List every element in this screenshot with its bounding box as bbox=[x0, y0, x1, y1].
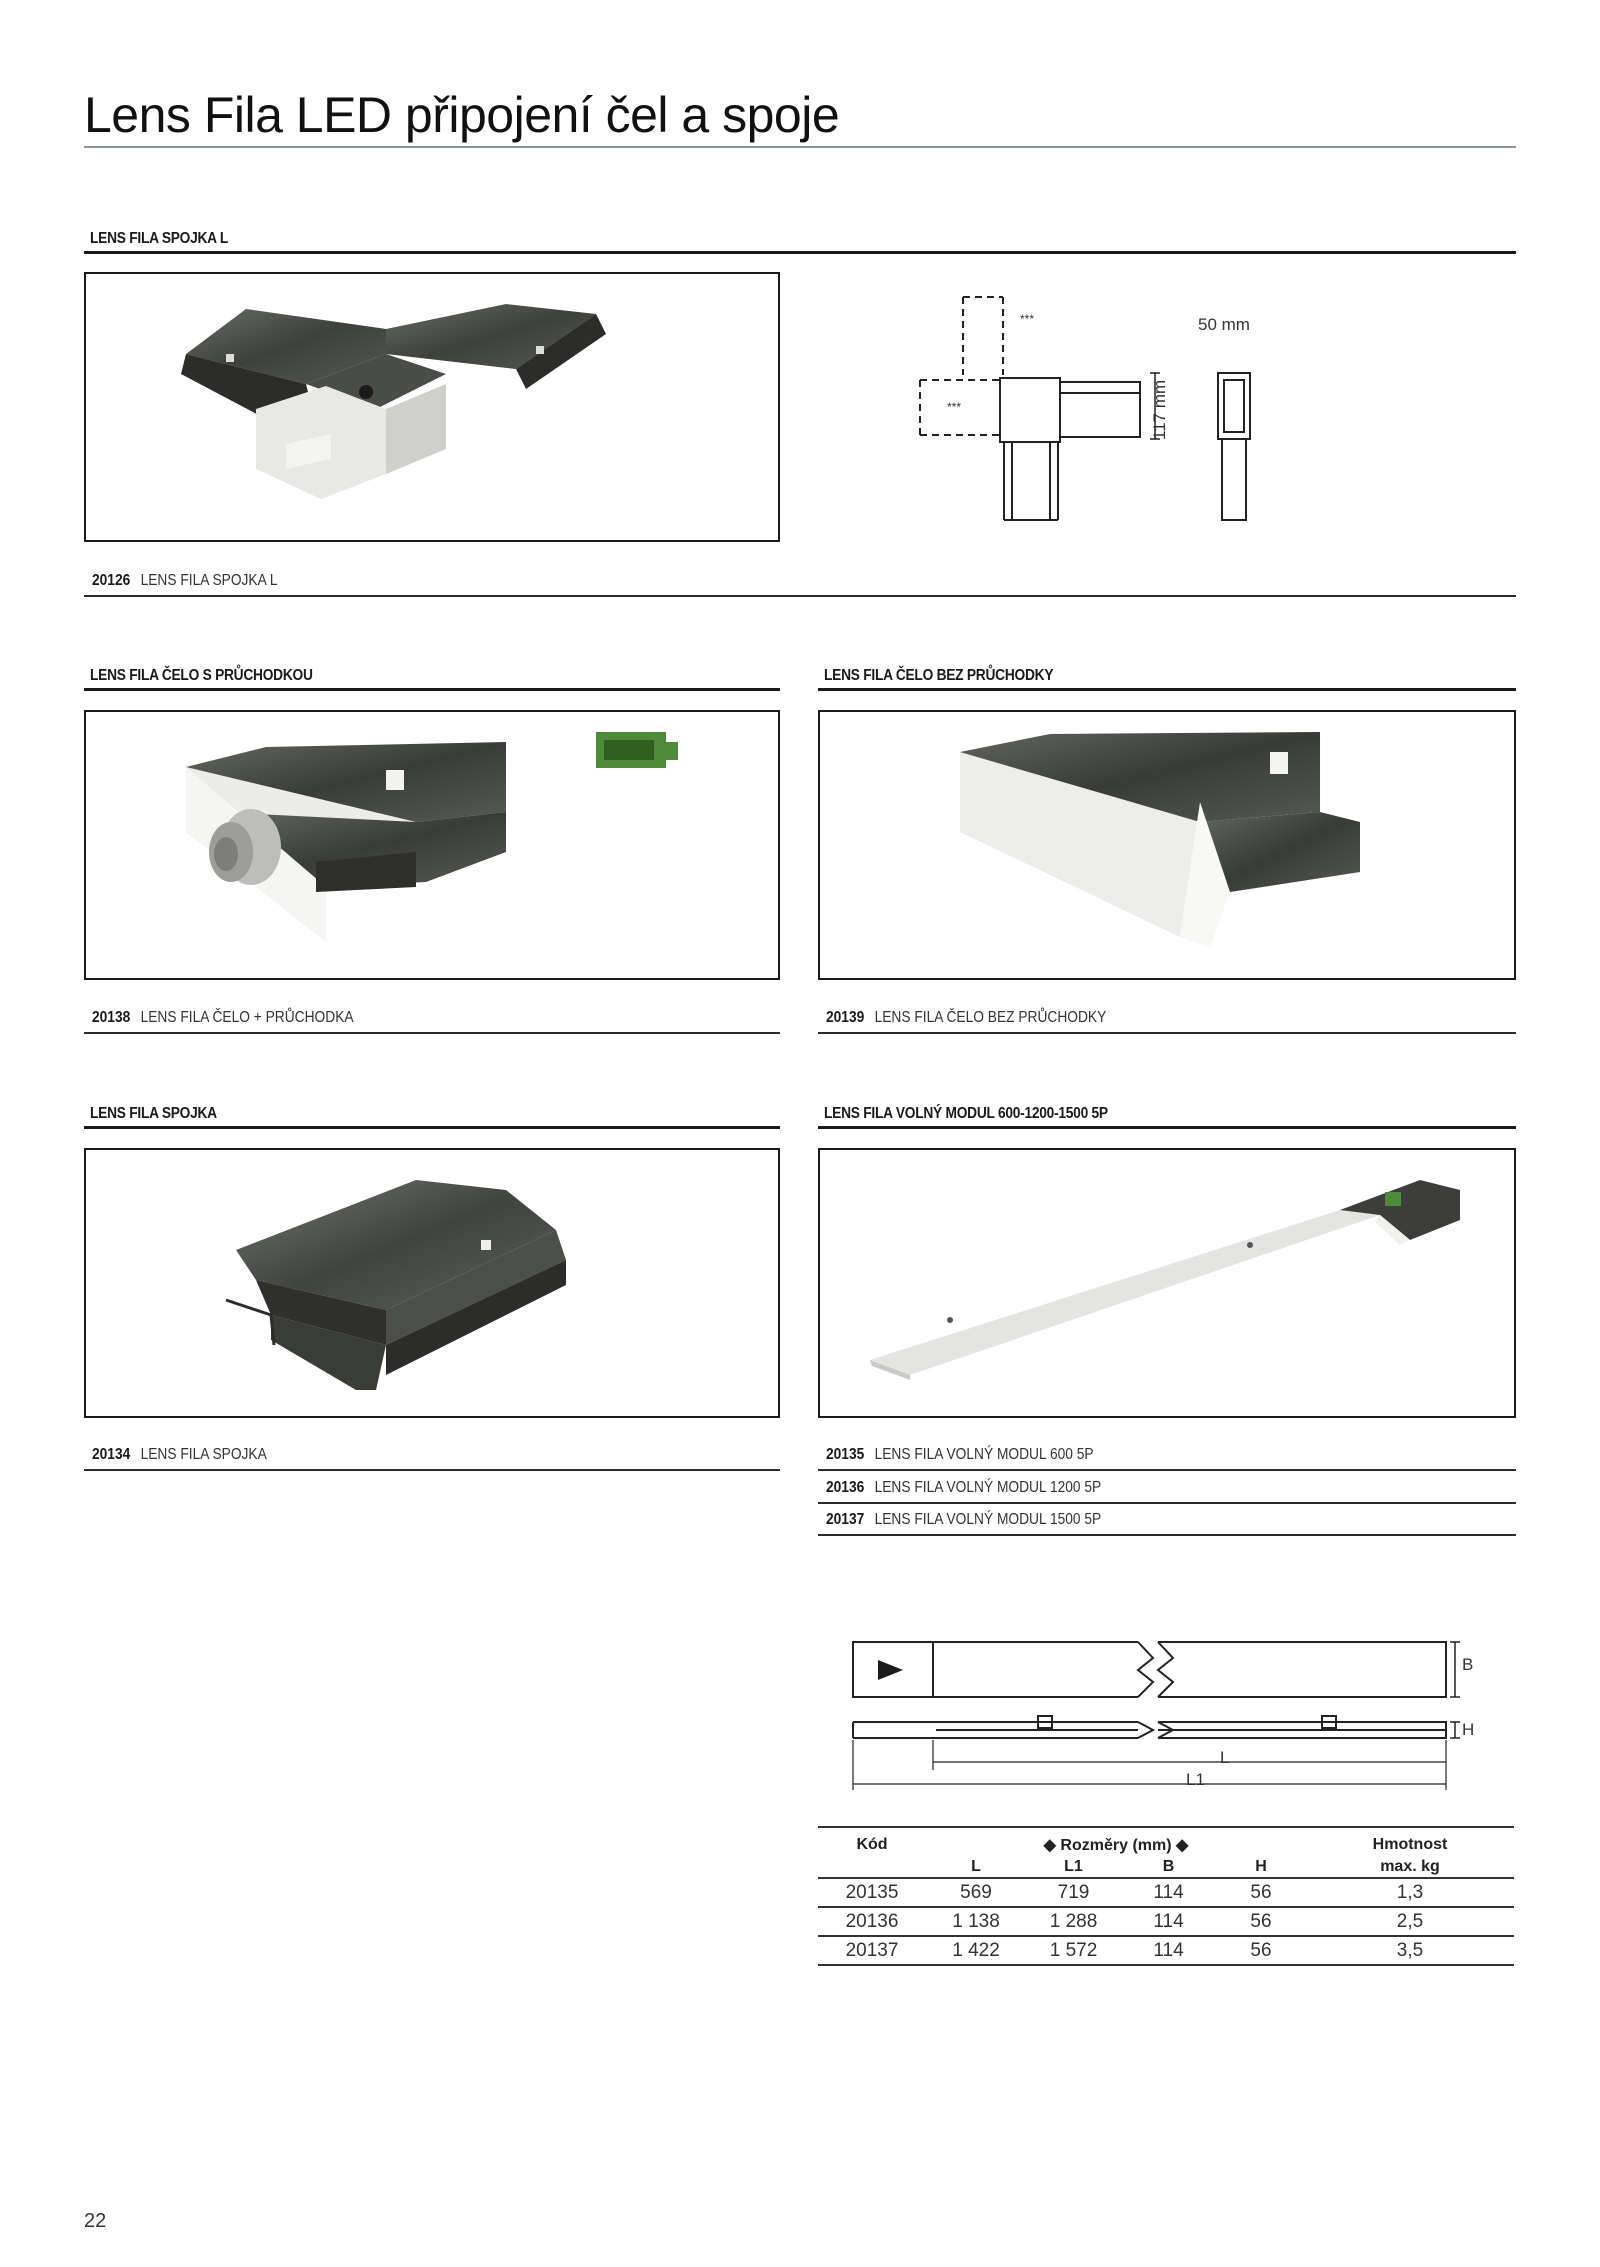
code-line-20139 bbox=[826, 1009, 1106, 1027]
header-L: L bbox=[971, 1857, 981, 1875]
code-rule bbox=[818, 1469, 1516, 1471]
section-rule bbox=[84, 688, 780, 691]
product-desc: LENS FILA ČELO + PRŮCHODKA bbox=[140, 1009, 354, 1026]
spojka-illustration bbox=[86, 1150, 778, 1416]
table-row bbox=[818, 1907, 1514, 1936]
label-B: B bbox=[1462, 1655, 1474, 1674]
table-header-row-2 bbox=[818, 1856, 1514, 1878]
product-desc: LENS FILA SPOJKA bbox=[140, 1446, 267, 1463]
product-code: 20137 bbox=[826, 1511, 865, 1528]
header-dims: ◆ Rozměry (mm) ◆ bbox=[1043, 1837, 1189, 1854]
cell-L1: 719 bbox=[1026, 1878, 1121, 1907]
code-rule bbox=[84, 1032, 780, 1034]
product-photo-spojka-l bbox=[84, 272, 780, 542]
section-rule bbox=[818, 688, 1516, 691]
cell-B: 114 bbox=[1121, 1936, 1216, 1965]
cell-L: 1 138 bbox=[926, 1907, 1026, 1936]
section-rule bbox=[84, 1126, 780, 1129]
product-code: 20139 bbox=[826, 1009, 865, 1026]
code-rule bbox=[818, 1534, 1516, 1536]
section-rule bbox=[818, 1126, 1516, 1129]
product-desc: LENS FILA SPOJKA L bbox=[140, 572, 278, 589]
cell-B: 114 bbox=[1121, 1907, 1216, 1936]
product-desc: LENS FILA VOLNÝ MODUL 1500 5P bbox=[874, 1511, 1102, 1528]
product-code: 20126 bbox=[92, 572, 131, 589]
section-heading-celo-bez: LENS FILA ČELO BEZ PRŮCHODKY bbox=[824, 667, 1054, 684]
cell-kg: 3,5 bbox=[1306, 1936, 1514, 1965]
cell-L: 569 bbox=[926, 1878, 1026, 1907]
width-50mm-label: 50 mm bbox=[1198, 315, 1250, 334]
table-header-row-1 bbox=[818, 1834, 1514, 1856]
cell-L: 1 422 bbox=[926, 1936, 1026, 1965]
cell-H: 56 bbox=[1216, 1907, 1306, 1936]
page-title: Lens Fila LED připojení čel a spoje bbox=[84, 87, 840, 143]
code-line-20136 bbox=[826, 1479, 1101, 1497]
code-line-20134 bbox=[92, 1446, 267, 1464]
stars-left-label: *** bbox=[947, 400, 962, 414]
celo-bez-illustration bbox=[820, 712, 1514, 978]
code-line-20137 bbox=[826, 1511, 1101, 1529]
cell-kg: 1,3 bbox=[1306, 1878, 1514, 1907]
product-desc: LENS FILA VOLNÝ MODUL 1200 5P bbox=[874, 1479, 1102, 1496]
cell-L1: 1 572 bbox=[1026, 1936, 1121, 1965]
module-dimension-drawing bbox=[848, 1630, 1468, 1810]
code-line-20138 bbox=[92, 1009, 354, 1027]
volny-modul-illustration bbox=[820, 1150, 1514, 1416]
table-top-rule bbox=[818, 1826, 1514, 1828]
cell-H: 56 bbox=[1216, 1878, 1306, 1907]
spec-table bbox=[818, 1834, 1514, 1966]
product-photo-volny bbox=[818, 1148, 1516, 1418]
product-photo-celo-s bbox=[84, 710, 780, 980]
product-photo-celo-bez bbox=[818, 710, 1516, 980]
section-heading-celo-s: LENS FILA ČELO S PRŮCHODKOU bbox=[90, 667, 313, 684]
cell-kg: 2,5 bbox=[1306, 1907, 1514, 1936]
table-row bbox=[818, 1878, 1514, 1907]
cell-code: 20136 bbox=[818, 1907, 926, 1936]
code-line-20135 bbox=[826, 1446, 1094, 1464]
section-heading-volny: LENS FILA VOLNÝ MODUL 600-1200-1500 5P bbox=[824, 1105, 1108, 1122]
cell-B: 114 bbox=[1121, 1878, 1216, 1907]
header-H: H bbox=[1255, 1857, 1267, 1875]
product-desc: LENS FILA VOLNÝ MODUL 600 5P bbox=[874, 1446, 1094, 1463]
section-heading-spojka: LENS FILA SPOJKA bbox=[90, 1105, 217, 1122]
cell-H: 56 bbox=[1216, 1936, 1306, 1965]
code-line-20126 bbox=[92, 572, 277, 590]
cell-code: 20137 bbox=[818, 1936, 926, 1965]
height-117mm-label: 117 mm bbox=[1150, 379, 1169, 440]
celo-s-illustration bbox=[86, 712, 778, 978]
label-L: L bbox=[1220, 1748, 1230, 1767]
stars-top-label: *** bbox=[1020, 312, 1035, 326]
cell-code: 20135 bbox=[818, 1878, 926, 1907]
header-L1: L1 bbox=[1064, 1857, 1083, 1875]
product-code: 20136 bbox=[826, 1479, 865, 1496]
code-rule bbox=[84, 1469, 780, 1471]
label-L1: L1 bbox=[1186, 1770, 1205, 1789]
section-rule bbox=[84, 251, 1516, 254]
page-number: 22 bbox=[84, 2210, 107, 2232]
code-rule bbox=[818, 1032, 1516, 1034]
table-row bbox=[818, 1936, 1514, 1965]
product-code: 20138 bbox=[92, 1009, 131, 1026]
spojka-l-illustration bbox=[86, 274, 778, 540]
product-code: 20134 bbox=[92, 1446, 131, 1463]
label-H: H bbox=[1462, 1720, 1475, 1739]
product-photo-spojka bbox=[84, 1148, 780, 1418]
product-desc: LENS FILA ČELO BEZ PRŮCHODKY bbox=[874, 1009, 1107, 1026]
section-heading-spojka-l: LENS FILA SPOJKA L bbox=[90, 230, 229, 247]
product-code: 20135 bbox=[826, 1446, 865, 1463]
code-rule bbox=[818, 1502, 1516, 1504]
header-weight: Hmotnost bbox=[1372, 1836, 1448, 1853]
title-divider bbox=[84, 146, 1516, 148]
header-B: B bbox=[1162, 1857, 1175, 1875]
cell-L1: 1 288 bbox=[1026, 1907, 1121, 1936]
header-weight-unit: max. kg bbox=[1380, 1857, 1440, 1875]
header-code: Kód bbox=[856, 1836, 888, 1853]
code-rule bbox=[84, 595, 1516, 597]
